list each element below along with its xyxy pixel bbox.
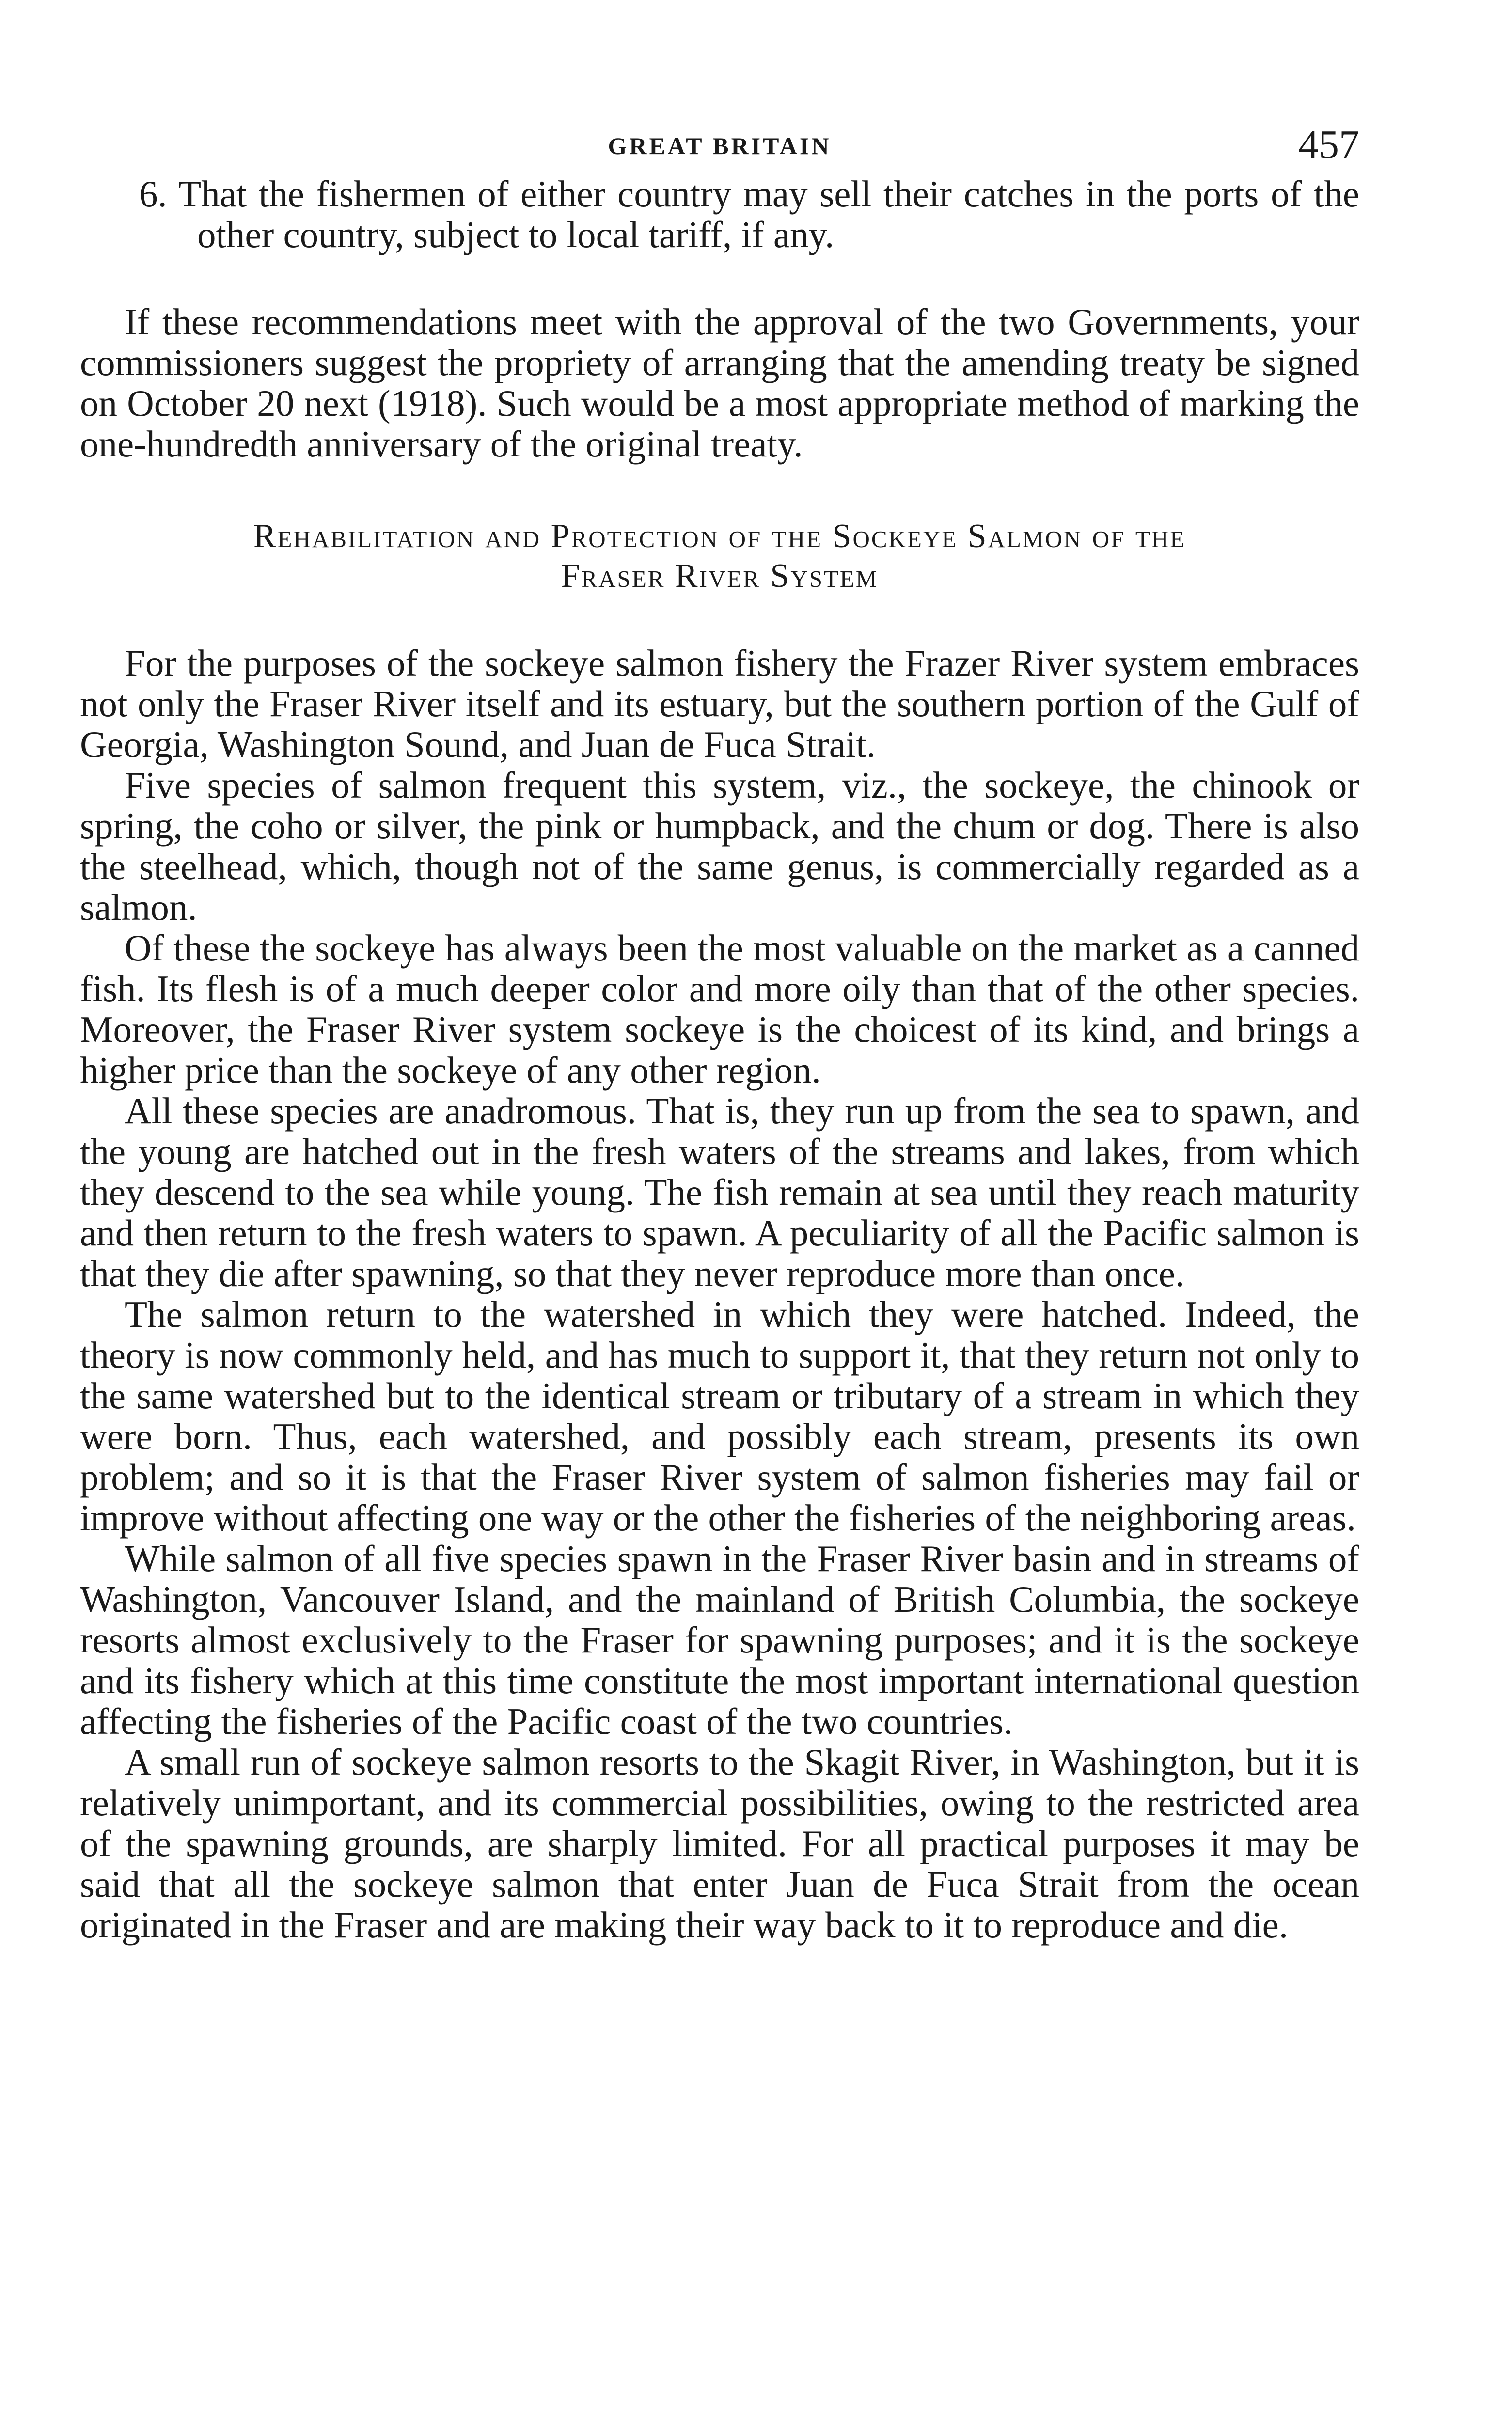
- section-heading: [80, 517, 1359, 596]
- recommendation-text: That the fishermen of either country may sell their catches in the ports of the other country, subject to local tariff, if any.: [178, 173, 1360, 255]
- paragraph: While salmon of all five species spawn in the Fraser River basin and in streams of Washington, Vancouver Island, and the mainland of British Columbia, the sockeye resorts almost exclusively to the Fraser for spawning purposes; and it is the sockeye and its fishery which at this time constitute the most important international question affecting the fisheries of the Pacific coast of the two countries.: [80, 1538, 1359, 1742]
- recommendation-number: 6.: [139, 173, 167, 215]
- paragraph: If these recommendations meet with the approval of the two Governments, your commissioners suggest the propriety of arranging that the amending treaty be signed on October 20 next (1918). Such would be a most appropriate method of marking the one-hundredth anniversary of the original treaty.: [80, 301, 1359, 465]
- paragraph: All these species are anadromous. That is, they run up from the sea to spawn, and the young are hatched out in the fresh waters of the streams and lakes, from which they descend to the sea while young. The fish remain at sea until they reach maturity and then return to the fresh waters to spawn. A peculiarity of all the Pacific salmon is that they die after spawning, so that they never reproduce more than once.: [80, 1090, 1359, 1294]
- paragraph: The salmon return to the watershed in which they were hatched. Indeed, the theory is now commonly held, and has much to support it, that they return not only to the same watershed but to the identical stream or tributary of a stream in which they were born. Thus, each watershed, and possibly each stream, presents its own problem; and so it is that the Fraser River system of salmon fisheries may fail or improve without affecting one way or the other the fisheries of the neighboring areas.: [80, 1293, 1359, 1539]
- page-number: 457: [1298, 122, 1359, 167]
- section-heading-line: Rehabilitation and Protection of the Sockeye Salmon of the: [253, 518, 1186, 555]
- paragraph: A small run of sockeye salmon resorts to the Skagit River, in Washington, but it is relatively unimportant, and its commercial possibilities, owing to the restricted area of the spawning grounds, are sharply limited. For all practical purposes it may be said that all the sockeye salmon that enter Juan de Fuca Strait from the ocean originated in the Fraser and are making their way back to it to reproduce and die.: [80, 1741, 1359, 1946]
- paragraph: Five species of salmon frequent this system, viz., the sockeye, the chinook or spring, the coho or silver, the pink or humpback, and the chum or dog. There is also the steelhead, which, though not of the same genus, is commercially regarded as a salmon.: [80, 764, 1359, 928]
- paragraph: Of these the sockeye has always been the most valuable on the market as a canned fish. Its flesh is of a much deeper color and more oily than that of the other species. Moreover, the Fraser River system sockeye is the choicest of its kind, and brings a higher price than the sockeye of any other region.: [80, 927, 1359, 1091]
- recommendation-item: [80, 173, 1359, 255]
- paragraph: For the purposes of the sockeye salmon fishery the Frazer River system embraces not only the Fraser River itself and its estuary, but the southern portion of the Gulf of Georgia, Washington Sound, and Juan de Fuca Strait.: [80, 642, 1359, 765]
- running-header: [80, 121, 1359, 170]
- section-heading-line: Fraser River System: [561, 557, 879, 595]
- document-page: [80, 121, 1359, 1945]
- running-title: GREAT BRITAIN: [608, 132, 832, 159]
